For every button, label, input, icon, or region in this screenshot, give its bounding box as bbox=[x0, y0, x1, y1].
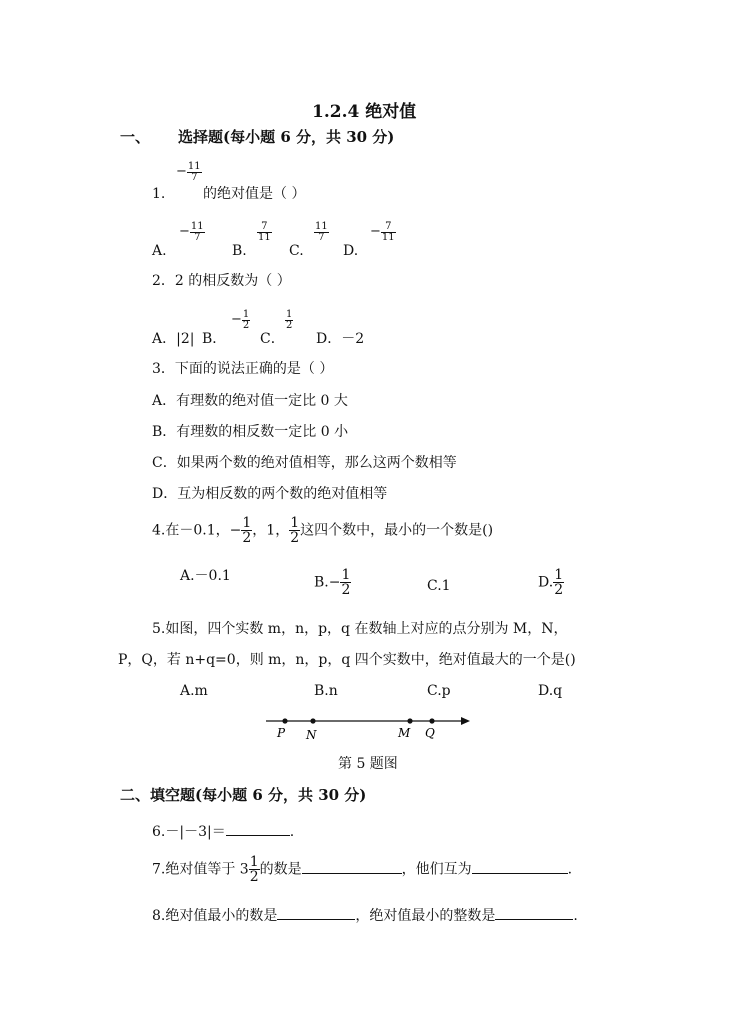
q7-answer-blank-1[interactable] bbox=[302, 859, 402, 874]
q1-fraction bbox=[176, 162, 202, 183]
q5-option-c: C.p bbox=[427, 683, 451, 699]
q1-option-d-label: D. bbox=[343, 243, 359, 259]
q7-answer-blank-2[interactable] bbox=[472, 859, 568, 874]
page-title: 1.2.4 绝对值 bbox=[312, 102, 417, 122]
figure-caption: 第 5 题图 bbox=[338, 756, 398, 772]
q2-stem: 2．2 的相反数为（ ） bbox=[152, 273, 291, 289]
q3-option-a: A．有理数的绝对值一定比 0 大 bbox=[152, 393, 348, 409]
q7-stem: 7.绝对值等于 3 $\frac{1}{2}$ 的数是 ，他们互为 . bbox=[152, 854, 573, 885]
q1-frac-den: 7 bbox=[187, 172, 202, 183]
q3-option-d: D．互为相反数的两个数的绝对值相等 bbox=[152, 486, 388, 502]
q1-frac-num: 11 bbox=[187, 161, 201, 172]
q1-option-b-label: B. bbox=[232, 243, 247, 259]
q1-option-c-label: C. bbox=[289, 243, 304, 259]
number-line-arrow bbox=[461, 717, 470, 725]
q8-stem: 8.绝对值最小的数是 ，绝对值最小的整数是 . bbox=[152, 905, 578, 924]
q1-option-a-frac: − $\frac{11}{7}$ bbox=[179, 221, 204, 243]
q2-option-c-label: C． bbox=[260, 331, 285, 347]
section-two-heading: 二、填空题(每小题 6 分，共 30 分) bbox=[120, 786, 367, 804]
point-n-label: N bbox=[306, 728, 317, 742]
q1-number: 1. bbox=[152, 186, 166, 202]
number-line-figure bbox=[260, 710, 480, 746]
point-p-label: P bbox=[277, 726, 286, 740]
point-q-label: Q bbox=[425, 726, 435, 740]
q5-option-b: B.n bbox=[314, 683, 338, 699]
q5-option-a: A.m bbox=[180, 683, 208, 699]
q5-option-d: D.q bbox=[538, 683, 563, 699]
q8-answer-blank-1[interactable] bbox=[277, 905, 355, 920]
q1-option-a-label: A. bbox=[152, 243, 167, 259]
q2-option-b-label: B． bbox=[202, 331, 227, 347]
q4-option-b: B.− $\frac{1}{2}$ bbox=[314, 567, 351, 598]
q2-option-d: D．－2 bbox=[316, 331, 365, 347]
q4-option-a: A.－0.1 bbox=[180, 568, 231, 584]
q2-option-b-frac: − $\frac{1}{2}$ bbox=[231, 309, 250, 331]
section-one-heading: 选择题(每小题 6 分，共 30 分) bbox=[178, 128, 395, 146]
q1-option-d-frac: − $\frac{7}{11}$ bbox=[370, 221, 395, 243]
q6-answer-blank[interactable] bbox=[226, 821, 290, 836]
q1-stem: 的绝对值是（ ） bbox=[203, 186, 306, 202]
q1-option-b-frac: $\frac{7}{11}$ bbox=[258, 221, 271, 243]
q6-stem: 6.－|－3|＝ . bbox=[152, 821, 294, 840]
q4-option-d: D. $\frac{1}{2}$ bbox=[538, 567, 564, 598]
section-one-number: 一、 bbox=[120, 128, 151, 146]
point-n-dot bbox=[310, 718, 315, 723]
q3-option-b: B．有理数的相反数一定比 0 小 bbox=[152, 424, 349, 440]
q4-option-c: C.1 bbox=[427, 578, 451, 594]
q1-frac-sign: − bbox=[176, 164, 187, 180]
q2-option-c-frac: $\frac{1}{2}$ bbox=[286, 309, 293, 331]
point-q-dot bbox=[429, 718, 434, 723]
q3-option-c: C．如果两个数的绝对值相等，那么这两个数相等 bbox=[152, 455, 457, 471]
q5-line-1: 5.如图，四个实数 m，n，p，q 在数轴上对应的点分别为 M，N， bbox=[152, 621, 568, 637]
point-p-dot bbox=[282, 718, 287, 723]
q5-line-2: P，Q，若 n+q=0，则 m，n，p，q 四个实数中，绝对值最大的一个是() bbox=[118, 652, 576, 668]
q2-option-a: A．|2| bbox=[152, 331, 195, 347]
point-m-label: M bbox=[398, 726, 411, 740]
q1-option-c-frac: $\frac{11}{7}$ bbox=[315, 221, 328, 243]
q8-answer-blank-2[interactable] bbox=[495, 905, 573, 920]
q4-stem: 4.在－0.1，− $\frac{1}{2}$ ，1， $\frac{1}{2}$ 这四个数中，最小的一个数是() bbox=[152, 515, 494, 546]
q3-stem: 3．下面的说法正确的是（ ） bbox=[152, 361, 334, 377]
point-m-dot bbox=[407, 718, 412, 723]
